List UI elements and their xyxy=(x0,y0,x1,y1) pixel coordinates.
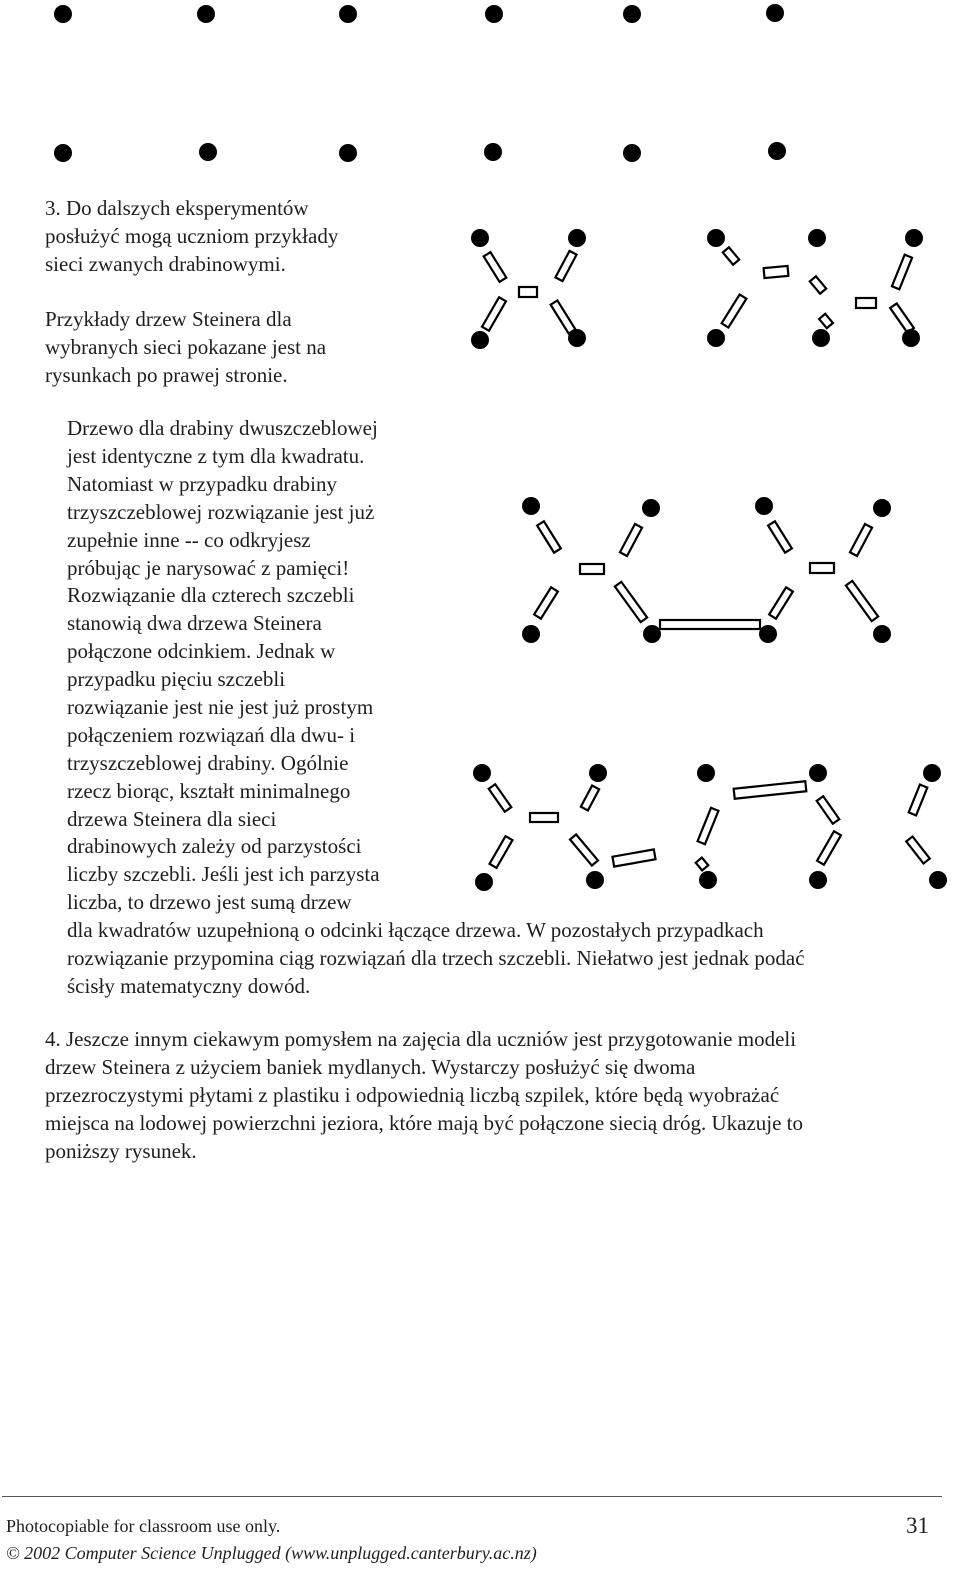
text-line: połączeniem rozwiązań dla dwu- i xyxy=(67,723,356,747)
text-line: rzecz biorąc, kształt minimalnego xyxy=(67,779,351,803)
text-line: zupełnie inne -- co odkryjesz xyxy=(67,528,311,552)
text-line: liczby szczebli. Jeśli jest ich parzysta xyxy=(67,862,380,886)
text-line: drzew Steinera z użyciem baniek mydlanych. Wystarczy posłużyć się dwoma xyxy=(45,1055,696,1079)
text-line: ścisły matematyczny dowód. xyxy=(67,974,311,998)
figure-five-rung-tree xyxy=(489,781,930,870)
text-line: 3. Do dalszych eksperymentów xyxy=(45,196,309,220)
top-dot-row xyxy=(54,4,784,23)
second-dot-row xyxy=(54,142,786,162)
text-line: Drzewo dla drabiny dwuszczeblowej xyxy=(67,416,378,440)
text-line: Rozwiązanie dla czterech szczebli xyxy=(67,583,355,607)
footer-rule xyxy=(2,1496,942,1497)
text-line: rysunkach po prawej stronie. xyxy=(45,363,288,387)
footer-note: Photocopiable for classroom use only. xyxy=(6,1516,281,1536)
page-number: 31 xyxy=(906,1513,929,1538)
figure-four-rung-tree xyxy=(534,521,878,629)
figure-two-rung-tree xyxy=(722,247,914,332)
footer-copyright: © 2002 Computer Science Unplugged (www.unplugged.canterbury.ac.nz) xyxy=(6,1543,537,1563)
text-line: rozwiązanie jest nie jest już prostym xyxy=(67,695,374,719)
figure-square-tree xyxy=(482,251,577,334)
text-line: przezroczystymi płytami z plastiku i odpowiednią liczbą szpilek, które będą wyobrażać xyxy=(45,1083,780,1107)
text-line: stanowią dwa drzewa Steinera xyxy=(67,611,322,635)
text-line: drabinowych zależy od parzystości xyxy=(67,834,362,858)
text-line: posłużyć mogą uczniom przykłady xyxy=(45,224,339,248)
text-line: Natomiast w przypadku drabiny xyxy=(67,472,338,496)
text-line: trzyszczeblowej drabiny. Ogólnie xyxy=(67,751,349,775)
text-line: próbując je narysować z pamięci! xyxy=(67,556,350,580)
text-line: przypadku pięciu szczebli xyxy=(67,667,286,691)
text-line: trzyszczeblowej rozwiązanie jest już xyxy=(67,500,375,524)
text-line: połączone odcinkiem. Jednak w xyxy=(67,639,336,663)
text-line: rozwiązanie przypomina ciąg rozwiązań dla trzech szczebli. Niełatwo jest jednak podać xyxy=(67,946,805,970)
text-line: 4. Jeszcze innym ciekawym pomysłem na zajęcia dla uczniów jest przygotowanie modeli xyxy=(45,1027,797,1051)
text-line: poniższy rysunek. xyxy=(45,1139,197,1163)
text-line: liczba, to drzewo jest sumą drzew xyxy=(67,890,352,914)
text-line: jest identyczne z tym dla kwadratu. xyxy=(67,444,365,468)
text-line: Przykłady drzew Steinera dla xyxy=(45,307,292,331)
text-line: dla kwadratów uzupełnioną o odcinki łączące drzewa. W pozostałych przypadkach xyxy=(67,918,764,942)
text-line: miejsca na lodowej powierzchni jeziora, które mają być połączone siecią dróg. Ukazuje to xyxy=(45,1111,804,1135)
text-line: wybranych sieci pokazane jest na xyxy=(45,335,327,359)
text-line: drzewa Steinera dla sieci xyxy=(67,807,277,831)
text-line: sieci zwanych drabinowymi. xyxy=(45,252,286,276)
